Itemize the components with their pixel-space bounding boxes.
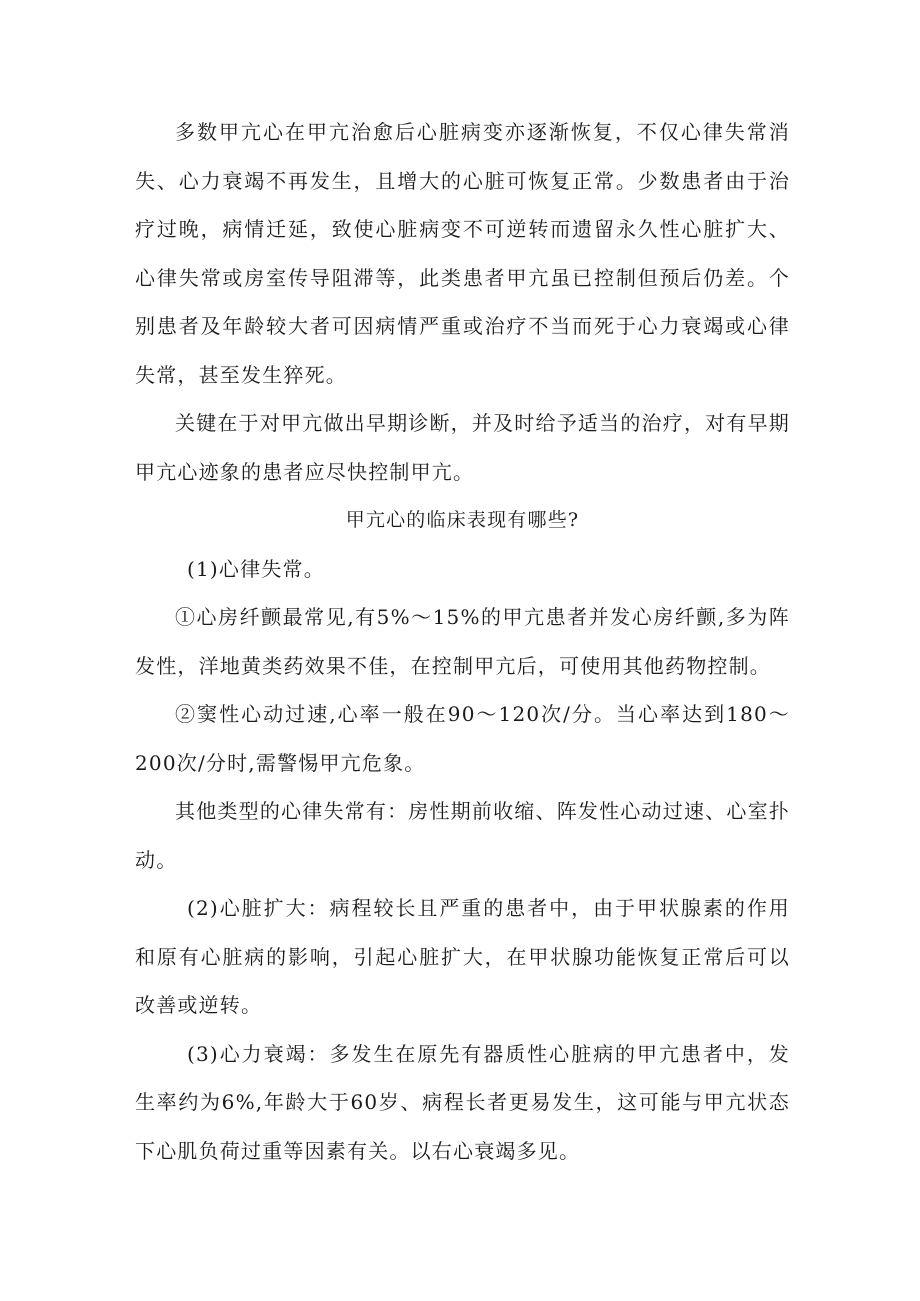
- item-3-heart-failure: (3)心力衰竭：多发生在原先有器质性心脏病的甲亢患者中，发生率约为6%,年龄大于60岁、病程长者更易发生，这可能与甲亢状态下心肌负荷过重等因素有关。以右心衰竭多见。: [135, 1041, 790, 1163]
- section-heading: 甲亢心的临床表现有哪些?: [345, 509, 580, 531]
- item-1-other-arrhythmias: 其他类型的心律失常有：房性期前收缩、阵发性心动过速、心室扑动。: [135, 799, 790, 872]
- paragraph-recovery: 多数甲亢心在甲亢治愈后心脏病变亦逐渐恢复，不仅心律失常消失、心力衰竭不再发生，且增大的心脏可恢复正常。少数患者由于治疗过晚，病情迁延，致使心脏病变不可逆转而遗留永久性心脏扩大、心律失常或房室传导阻滞等，此类患者甲亢虽已控制但预后仍差。个别患者及年龄较大者可因病情严重或治疗不当而死于心力衰竭或心律失常，甚至发生猝死。: [135, 120, 790, 387]
- item-2-cardiac-enlargement: (2)心脏扩大：病程较长且严重的患者中，由于甲状腺素的作用和原有心脏病的影响，引起心脏扩大，在甲状腺功能恢复正常后可以改善或逆转。: [135, 896, 790, 1017]
- document-page: [135, 108, 790, 1175]
- item-1-title: (1)心律失常。: [187, 556, 325, 581]
- item-1-sinus-tachycardia: ②窦性心动过速,心率一般在90～120次/分。当心率达到180～200次/分时,需警惕甲亢危象。: [135, 702, 790, 775]
- paragraph-key-point: 关键在于对甲亢做出早期诊断，并及时给予适当的治疗，对有早期甲亢心迹象的患者应尽快控制甲亢。: [135, 411, 790, 484]
- item-1-atrial-fibrillation: ①心房纤颤最常见,有5%～15%的甲亢患者并发心房纤颤,多为阵发性，洋地黄类药效果不佳，在控制甲亢后，可使用其他药物控制。: [135, 605, 790, 678]
